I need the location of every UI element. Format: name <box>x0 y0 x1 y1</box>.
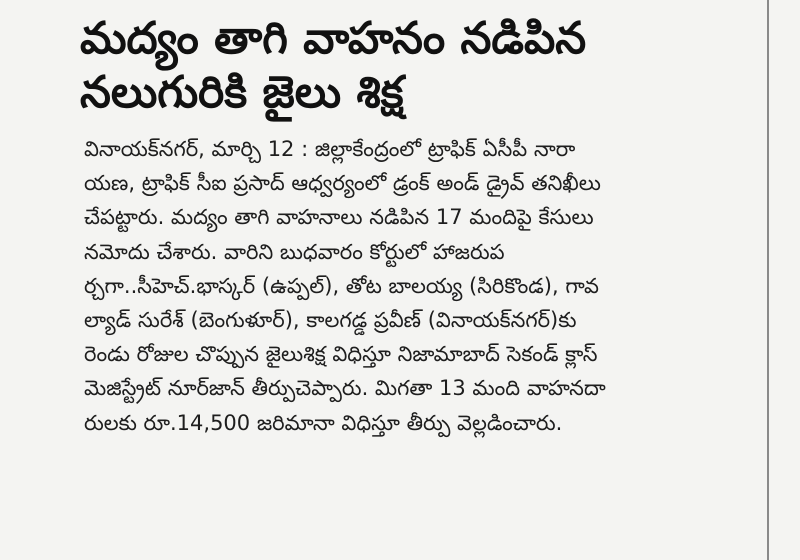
article-headline <box>80 12 680 120</box>
body-line: వినాయక్‌నగర్, మార్చి 12 : జిల్లాకేంద్రంలో ట్రాఫిక్ ఏసీపీ నారా <box>84 137 576 161</box>
cropped-text-strip <box>70 0 730 10</box>
adjacent-column-fragment <box>778 0 800 560</box>
body-line: రెండు రోజుల చొప్పున జైలుశిక్ష విధిస్తూ నిజామాబాద్ సెకండ్ క్లాస్ <box>84 342 598 367</box>
headline-line-2: నలుగురికి జైలు శిక్ష <box>80 67 404 118</box>
body-line: ల్యాడ్ సురేశ్ (బెంగుళూర్), కాలగడ్డ ప్రవీణ్ (వినాయక్‌నగర్)కు <box>84 308 577 333</box>
body-line: యణ, ట్రాఫిక్ సీఐ ప్రసాద్ ఆధ్వర్యంలో డ్రంక్ అండ్ డ్రైవ్ తనిఖీలు <box>84 171 601 196</box>
column-divider <box>767 0 769 560</box>
headline-line-1: మద్యం తాగి వాహనం నడిపిన <box>80 13 587 64</box>
body-line: చేపట్టారు. మద్యం తాగి వాహనాలు నడిపిన 17 మందిపై కేసులు <box>84 205 594 230</box>
body-line: మెజిస్ట్రేట్ నూర్‌జాన్ తీర్పుచెప్పారు. మిగతా 13 మంది వాహనదా <box>84 376 606 401</box>
article-body <box>84 132 754 440</box>
body-line: నమోదు చేశారు. వారిని బుధవారం కోర్టులో హాజరుప <box>84 239 505 264</box>
body-line: ర్చగా..సీహెచ్.భాస్కర్ (ఉప్పల్), తోట బాలయ్య (సిరికొండ), గావ <box>84 273 599 298</box>
body-line: రులకు రూ.14,500 జరిమానా విధిస్తూ తీర్పు వెల్లడించారు. <box>84 410 563 435</box>
